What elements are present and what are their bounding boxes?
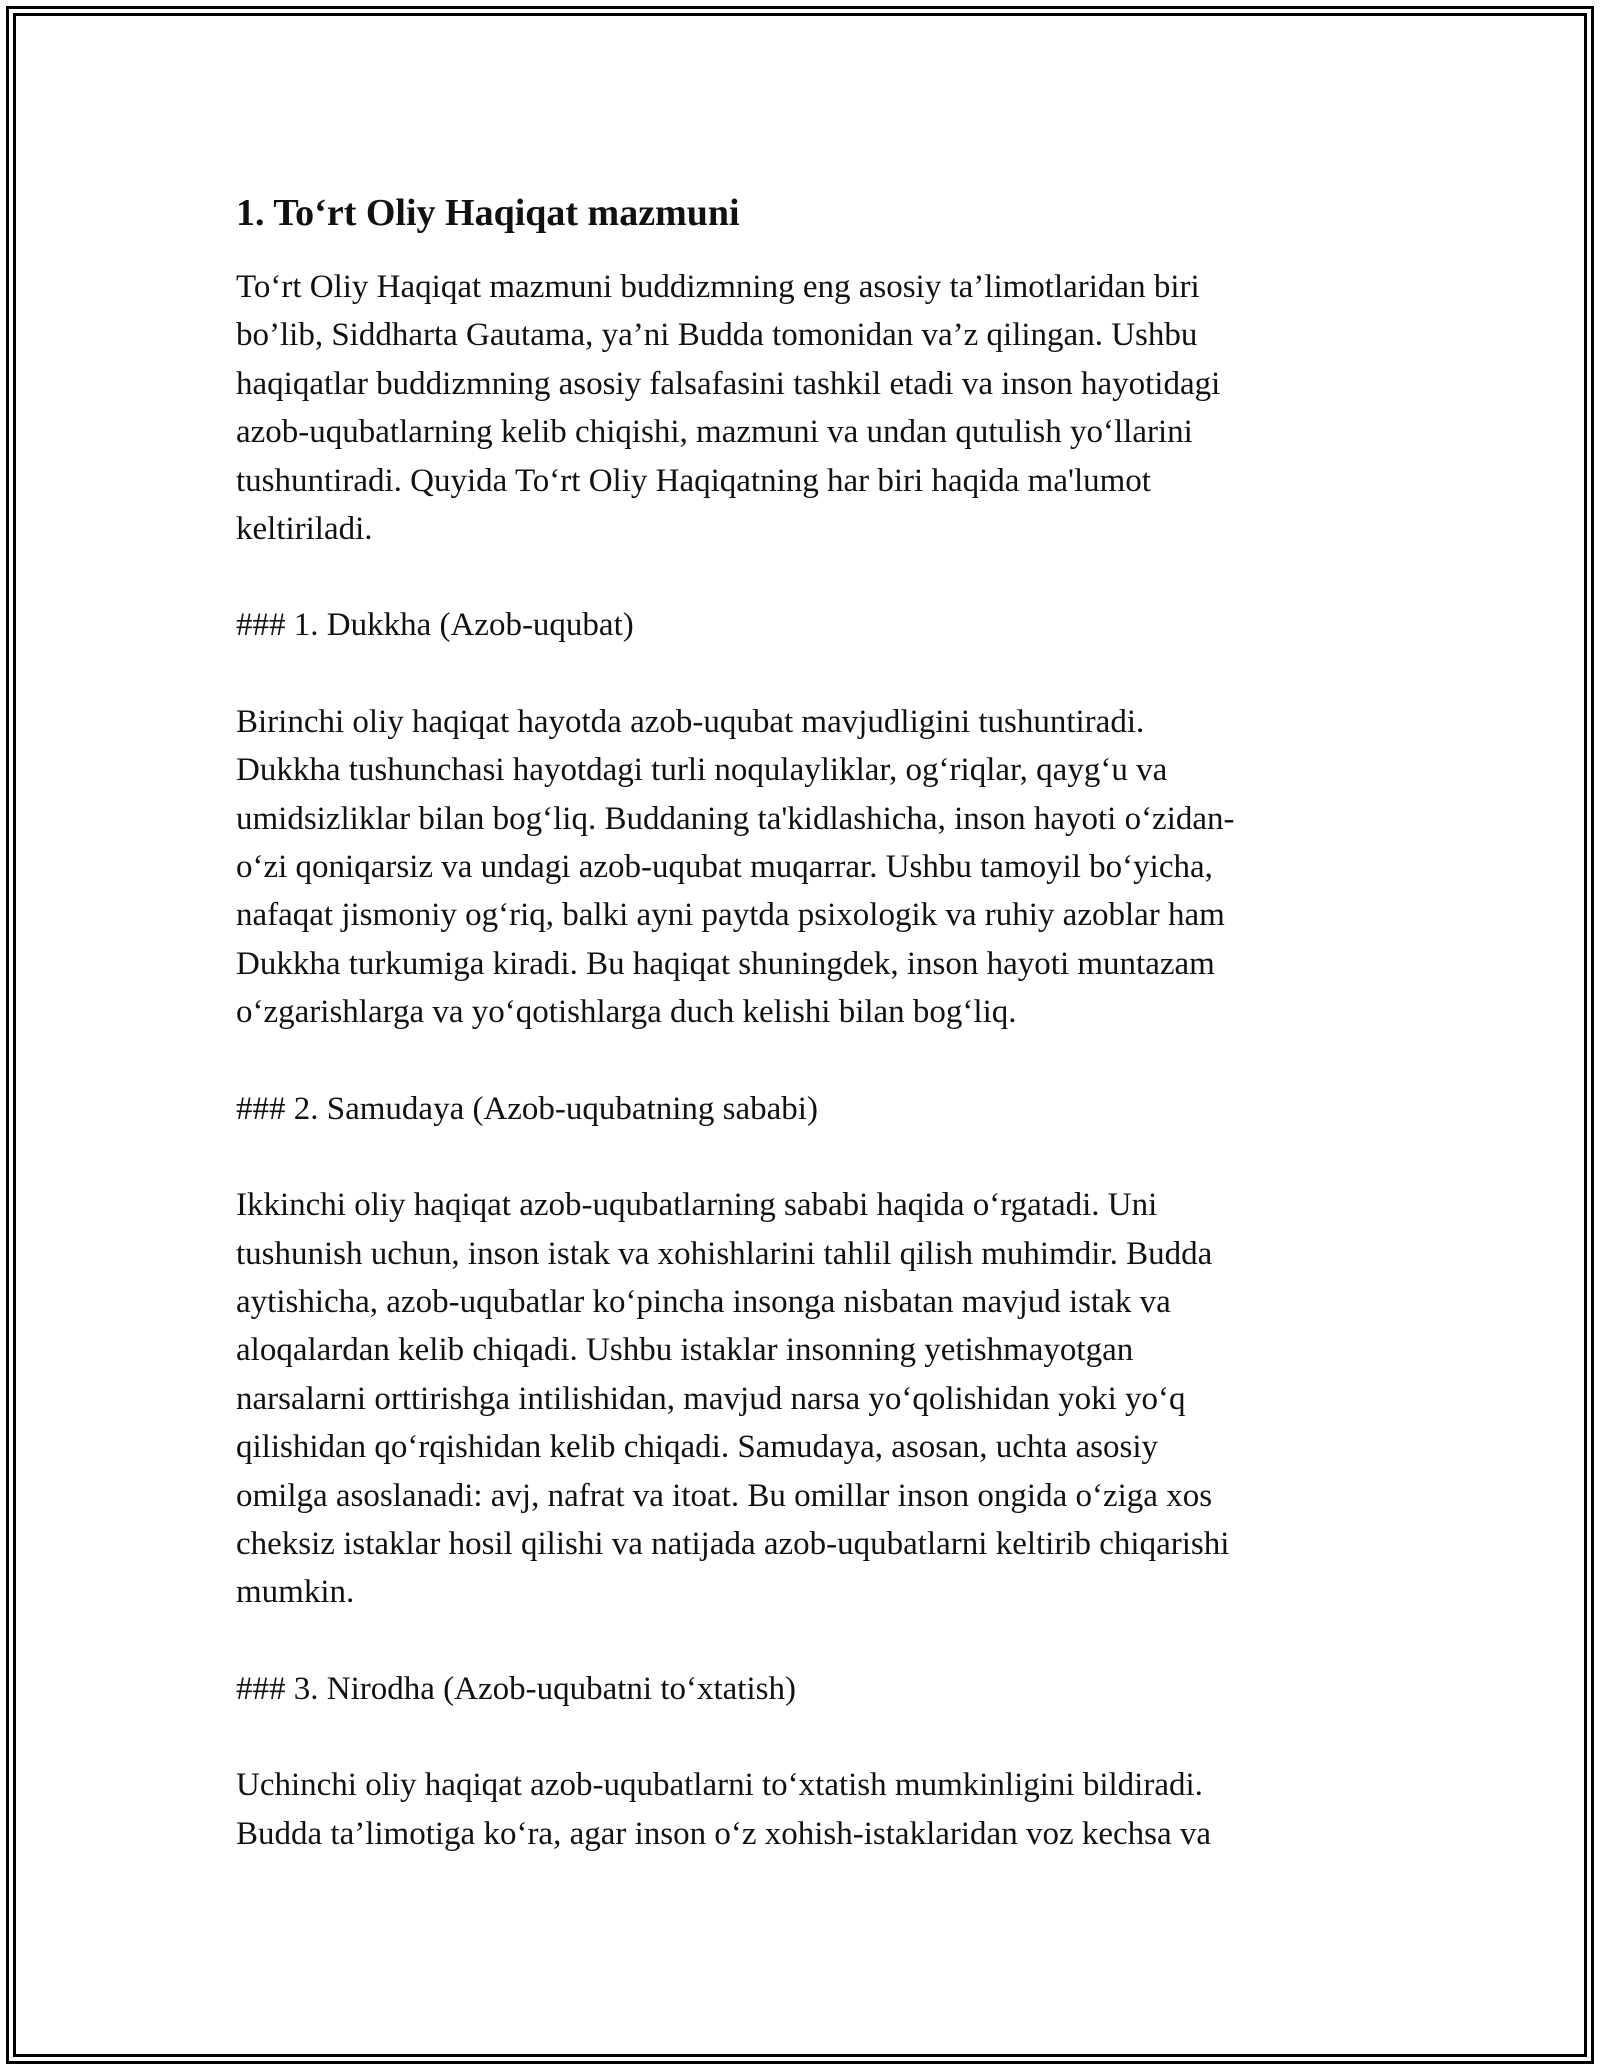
text-line: tushunish uchun, inson istak va xohishlarini tahlil qilish muhimdir. Budda — [236, 1235, 1213, 1272]
section-heading-dukkha: ### 1. Dukkha (Azob-uqubat) — [236, 607, 634, 644]
text-line: azob-uqubatlarning kelib chiqishi, mazmuni va undan qutulish yo‘llarini — [236, 414, 1193, 451]
text-line: aloqalardan kelib chiqadi. Ushbu istaklar insonning yetishmayotgan — [236, 1332, 1134, 1369]
text-line: Uchinchi oliy haqiqat azob-uqubatlarni to‘xtatish mumkinligini bildiradi. — [236, 1767, 1203, 1804]
document-page — [236, 185, 1366, 1906]
text-line: To‘rt Oliy Haqiqat mazmuni buddizmning eng asosiy ta’limotlaridan biri — [236, 269, 1200, 305]
text-line: nafaqat jismoniy og‘riq, balki ayni paytda psixologik va ruhiy azoblar ham — [236, 897, 1225, 934]
section-paragraph-samudaya — [236, 1181, 1366, 1617]
text-line: qilishidan qo‘rqishidan kelib chiqadi. Samudaya, asosan, uchta asosiy — [236, 1429, 1158, 1466]
text-line: keltiriladi. — [236, 511, 373, 548]
text-line: Birinchi oliy haqiqat hayotda azob-uqubat mavjudligini tushuntiradi. — [236, 703, 1145, 740]
text-line: Budda ta’limotiga ko‘ra, agar inson o‘z xohish-istaklaridan voz kechsa va — [236, 1815, 1212, 1852]
text-line: umidsizliklar bilan bog‘liq. Buddaning ta'kidlashicha, inson hayoti o‘zidan- — [236, 800, 1235, 837]
text-line: Ikkinchi oliy haqiqat azob-uqubatlarning sababi haqida o‘rgatadi. Uni — [236, 1187, 1158, 1224]
text-line: cheksiz istaklar hosil qilishi va natijada azob-uqubatlarni keltirib chiqarishi — [236, 1525, 1230, 1562]
text-line: mumkin. — [236, 1574, 355, 1611]
text-line: o‘zi qoniqarsiz va undagi azob-uqubat muqarrar. Ushbu tamoyil bo‘yicha, — [236, 849, 1213, 886]
document-title: 1. To‘rt Oliy Haqiqat mazmuni — [236, 192, 740, 234]
text-line: tushuntiradi. Quyida To‘rt Oliy Haqiqatning har biri haqida ma'lumot — [236, 462, 1151, 499]
text-line: haqiqatlar buddizmning asosiy falsafasini tashkil etadi va inson hayotidagi — [236, 365, 1221, 402]
section-paragraph-dukkha — [236, 698, 1366, 1037]
intro-paragraph — [236, 263, 1366, 553]
section-paragraph-nirodha — [236, 1761, 1366, 1858]
section-heading-samudaya: ### 2. Samudaya (Azob-uqubatning sababi) — [236, 1090, 818, 1127]
text-line: Dukkha tushunchasi hayotdagi turli noqulayliklar, og‘riqlar, qayg‘u va — [236, 752, 1168, 789]
text-line: narsalarni orttirishga intilishidan, mavjud narsa yo‘qolishidan yoki yo‘q — [236, 1380, 1186, 1417]
text-line: bo’lib, Siddharta Gautama, ya’ni Budda tomonidan va’z qilingan. Ushbu — [236, 317, 1198, 354]
section-heading-nirodha: ### 3. Nirodha (Azob-uqubatni to‘xtatish) — [236, 1670, 796, 1707]
text-line: o‘zgarishlarga va yo‘qotishlarga duch kelishi bilan bog‘liq. — [236, 994, 1017, 1031]
text-line: Dukkha turkumiga kiradi. Bu haqiqat shuningdek, inson hayoti muntazam — [236, 945, 1215, 982]
text-line: omilga asoslanadi: avj, nafrat va itoat. Bu omillar inson ongida o‘ziga xos — [236, 1477, 1213, 1514]
text-line: aytishicha, azob-uqubatlar ko‘pincha insonga nisbatan mavjud istak va — [236, 1283, 1171, 1320]
